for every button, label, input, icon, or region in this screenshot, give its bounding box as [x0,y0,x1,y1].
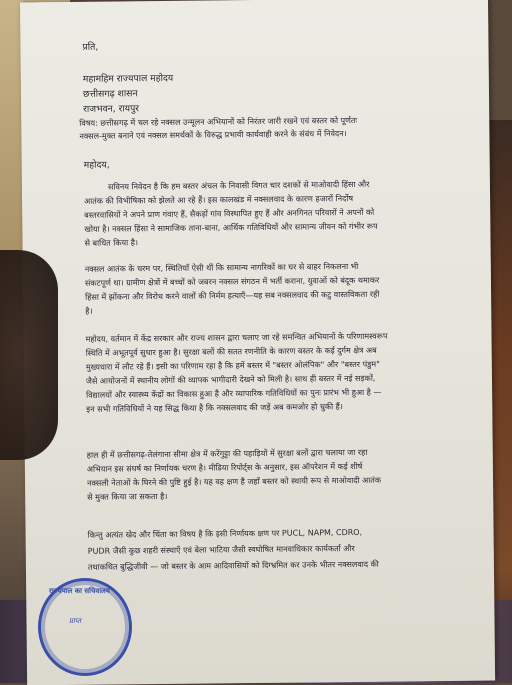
greeting: महोदय, [83,159,110,171]
addressee-line: महामहिम राज्यपाल महोदय [82,72,174,85]
para4-line: हाल ही में छत्तीसगढ़-तेलंगाना सीमा क्षेत्र में करेंगुट्टा की पहाड़ियों में सुरक्षा बलों द्वारा चलाया जा रहा [86,447,368,460]
subject-line: विषय: छत्तीसगढ़ में चल रहे नक्सल उन्मूलन अभियानों को निरंतर जारी रखने एवं बस्तर को पूर्णतः [79,115,358,128]
para3-line: इन सभी गतिविधियों ने यह सिद्ध किया है कि नक्सलवाद की जड़ें अब कमजोर हो चुकी हैं। [86,402,343,414]
thumb-shadow [0,250,58,460]
para5-line: PUDR जैसी कुछ शहरी संस्थाएँ एवं बेला भाटिया जैसी स्वघोषित मानवाधिकार कार्यकर्ता और [87,543,355,556]
para1-line: से बाधित किया है। [84,238,139,248]
para5-line: किन्तु अत्यंत खेद और चिंता का विषय है कि इसी निर्णायक क्षण पर PUCL, NAPM, CDRO, [87,527,363,540]
para1-line: आतंक की विभीषिका को झेलते आ रहे हैं। इस कालखंड में नक्सलवाद के कारण हजारों निर्दोष [84,193,354,206]
para2-line: नक्सल आतंक के चरम पर, स्थितियाँ ऐसी थीं कि सामान्य नागरिकों का घर से बाहर निकलना भी [84,261,359,274]
secretariat-stamp [38,578,132,676]
para3-line: मुख्यधारा में लौट रहे हैं। इसी का परिणाम रहा है कि हमें बस्तर में "बस्तर ओलंपिक" और "बस्तर पंडुम" [85,359,380,372]
para1-line: सविनय निवेदन है कि हम बस्तर अंचल के निवासी विगत चार दशकों से माओवादी हिंसा और [107,179,370,192]
stamp-text: राज्यपाल का सचिवालय [49,587,110,595]
para3-line: विद्यालयों और स्वास्थ्य केंद्रों का विकास हुआ है और व्यापारिक गतिविधियों का पुनः प्रारंभ भी हुआ है — [86,387,382,400]
addressee-line: छत्तीसगढ़ शासन [82,88,138,100]
para4-line: अभियान इस संघर्ष का निर्णायक चरण है। मीडिया रिपोर्ट्स के अनुसार, इस ऑपरेशन में कई शीर्ष [86,461,363,474]
para1-line: बस्तरवासियों ने अपने प्राण गंवाए हैं, सैकड़ों गांव विस्थापित हुए हैं और अनगिनत परिवारों ने अपनों को [84,207,375,220]
para4-line: से मुक्त किया जा सकता है। [87,491,168,502]
para1-line: खोया है। नक्सल हिंसा ने सामाजिक ताना-बाना, आर्थिक गतिविधियों और सामान्य जीवन को गंभीर रूप [84,221,378,234]
salutation-to: प्रति, [82,41,99,53]
subject-line: नक्सल-मुक्त बनाने एवं नक्सल समर्थकों के विरुद्ध प्रभावी कार्यवाही करने के संबंध में निवेदन। [79,129,347,141]
para4-line: नक्सली नेताओं के घिरने की पुष्टि हुई है। यह वह क्षण है जहाँ बस्तर को स्थायी रूप से माओवादी आतंक [87,475,382,488]
para2-line: संकटपूर्ण था। ग्रामीण क्षेत्रों में बच्चों को जबरन नक्सल संगठन में भर्ती कराना, युवाओं को बंदूक थमाकर [84,275,380,288]
stamp-signature: प्राप्त [69,617,81,625]
para3-line: महोदय, वर्तमान में केंद्र सरकार और राज्य शासन द्वारा चलाए जा रहे समन्वित अभियानों के परिणामस्वरूप [85,331,388,344]
para2-line: है। [85,306,93,316]
para2-line: हिंसा में झोंकना और विरोध करने वालों की निर्मम हत्याएँ—यह सब नक्सलवाद की कटु वास्तविकता रही [85,289,380,302]
para3-line: स्थिति में अभूतपूर्व सुधार हुआ है। सुरक्षा बलों की सतत रणनीति के कारण बस्तर के कई दुर्गम क्षेत्र अब [85,345,377,358]
para5-line: तथाकथित बुद्धिजीवी — जो बस्तर के आम आदिवासियों को दिग्भ्रमित कर उनके भीतर नक्सलवाद की [87,559,379,572]
addressee-line: राजभवन, रायपुर [83,103,140,115]
para3-line: जैसे आयोजनों में स्थानीय लोगों की व्यापक भागीदारी देखने को मिली है। साथ ही बस्तर में नई सड़कों, [85,373,376,386]
